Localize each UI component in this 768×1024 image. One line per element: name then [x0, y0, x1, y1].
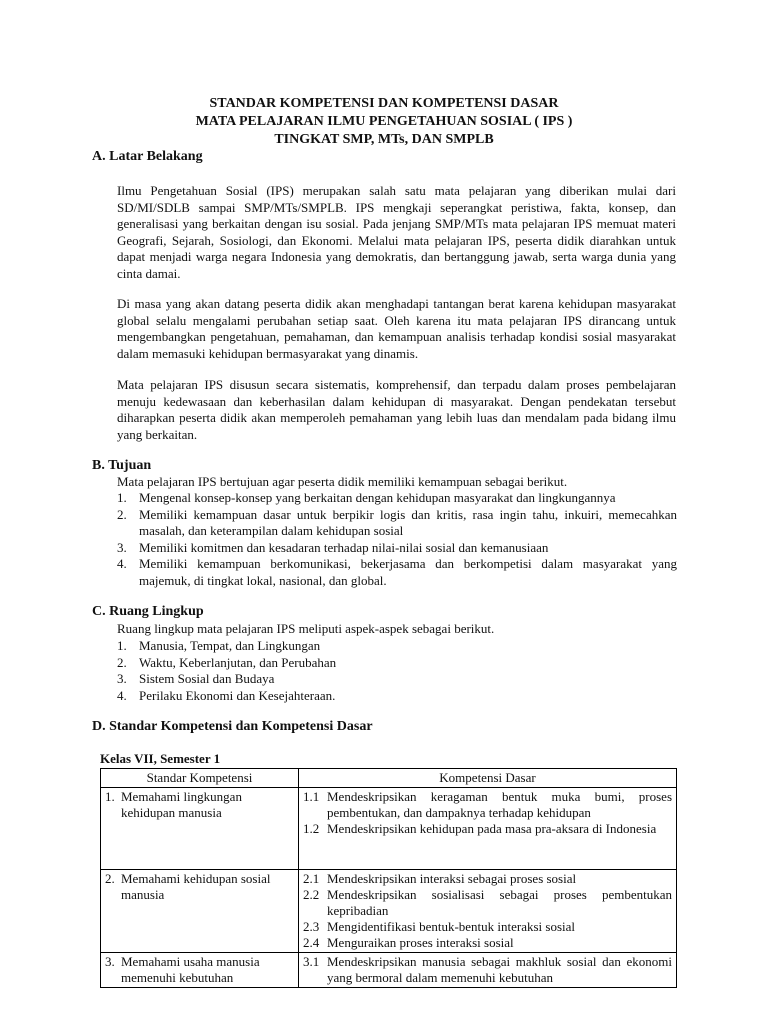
section-a-paragraph-2: Di masa yang akan datang peserta didik akan menghadapi tantangan berat karena kehidupan masyarakat global selalu mengalami perubahan setiap saat. Oleh karena itu mata pelajaran IPS dirancang untuk mengembangkan pengetahuan, pemahaman, dan kemampuan analisis terhadap kondisi sosial masyarakat dalam memasuki kehidupan bermasyarakat yang dinamis.	[117, 296, 676, 361]
list-item: 1. Mengenal konsep-konsep yang berkaitan dengan kehidupan masyarakat dan lingkungannya	[117, 490, 616, 505]
section-a-paragraph-1: Ilmu Pengetahuan Sosial (IPS) merupakan salah satu mata pelajaran yang diberikan mulai dari SD/MI/SDLB sampai SMP/MTs/SMPLB. IPS mengkaji seperangkat peristiwa, fakta, konsep, dan generalisasi yang berkaitan dengan isu sosial. Pada jenjang SMP/MTs mata pelajaran IPS memuat materi Geografi, Sejarah, Sosiologi, dan Ekonomi. Melalui mata pelajaran IPS, peserta didik diarahkan untuk dapat menjadi warga negara Indonesia yang demokratis, dan bertanggung jawab, serta warga dunia yang cinta damai.	[117, 183, 676, 281]
table-row	[101, 788, 677, 870]
section-a-paragraph-3: Mata pelajaran IPS disusun secara sistematis, komprehensif, dan terpadu dalam proses pembelajaran menuju kedewasaan dan keberhasilan dalam kehidupan di masyarakat. Dengan pendekatan tersebut diharapkan peserta didik akan memperoleh pemahaman yang lebih luas dan mendalam pada bidang ilmu yang berkaitan.	[117, 377, 676, 442]
list-item: 2. Waktu, Keberlanjutan, dan Perubahan	[117, 654, 337, 670]
section-c-intro: Ruang lingkup mata pelajaran IPS meliputi aspek-aspek sebagai berikut.	[117, 621, 495, 636]
list-item: 1. Manusia, Tempat, dan Lingkungan	[117, 638, 321, 653]
title-line-3: TINGKAT SMP, MTs, DAN SMPLB	[274, 132, 494, 147]
document-title	[0, 95, 768, 149]
kd-cell: 3.1 Mendeskripsikan manusia sebagai makhluk sosial dan ekonomi yang bermoral dalam memenuhi kebutuhan	[299, 953, 677, 988]
table-header-kd: Kompetensi Dasar	[299, 769, 677, 788]
sk-cell: 3. Memahami usaha manusia memenuhi kebutuhan	[101, 953, 299, 988]
section-b-list	[117, 490, 677, 589]
kd-cell: 2.1 Mendeskripsikan interaksi sebagai proses sosial 2.2 Mendeskripsikan sosialisasi sebagai proses pembentukan kepribadian 2.3 Mengidentifikasi bentuk-bentuk interaksi sosial 2.4 Menguraikan proses interaksi sosial	[299, 870, 677, 953]
sk-cell: 2. Memahami kehidupan sosial manusia	[101, 870, 299, 953]
table-row	[101, 953, 677, 988]
section-c-list	[117, 638, 677, 704]
table-row	[101, 870, 677, 953]
table-header-row	[101, 769, 677, 788]
section-d-heading: D. Standar Kompetensi dan Kompetensi Dasar	[92, 719, 373, 734]
competency-table	[100, 768, 677, 988]
section-b-intro: Mata pelajaran IPS bertujuan agar peserta didik memiliki kemampuan sebagai berikut.	[117, 474, 568, 489]
title-line-2: MATA PELAJARAN ILMU PENGETAHUAN SOSIAL ( IPS )	[195, 114, 573, 129]
list-item: 4. Perilaku Ekonomi dan Kesejahteraan.	[117, 687, 336, 703]
list-item: 2. Memiliki kemampuan dasar untuk berpikir logis dan kritis, rasa ingin tahu, inkuiri, memecahkan masalah, dan keterampilan dalam kehidupan sosial	[117, 506, 677, 538]
list-item: 3. Memiliki komitmen dan kesadaran terhadap nilai-nilai sosial dan kemanusiaan	[117, 539, 549, 555]
sk-cell: 1. Memahami lingkungan kehidupan manusia	[101, 788, 299, 870]
section-a-heading: A. Latar Belakang	[92, 149, 203, 164]
section-c-heading: C. Ruang Lingkup	[92, 604, 204, 619]
class-label: Kelas VII, Semester 1	[100, 751, 221, 766]
list-item: 3. Sistem Sosial dan Budaya	[117, 671, 275, 686]
table-header-sk: Standar Kompetensi	[101, 769, 299, 788]
list-item: 4. Memiliki kemampuan berkomunikasi, bekerjasama dan berkompetisi dalam masyarakat yang majemuk, di tingkat lokal, nasional, dan global.	[117, 556, 677, 588]
title-line-1: STANDAR KOMPETENSI DAN KOMPETENSI DASAR	[209, 96, 559, 111]
section-b-heading: B. Tujuan	[92, 458, 152, 473]
kd-cell: 1.1 Mendeskripsikan keragaman bentuk muka bumi, proses pembentukan, dan dampaknya terhadap kehidupan 1.2 Mendeskripsikan kehidupan pada masa pra-aksara di Indonesia	[299, 788, 677, 870]
